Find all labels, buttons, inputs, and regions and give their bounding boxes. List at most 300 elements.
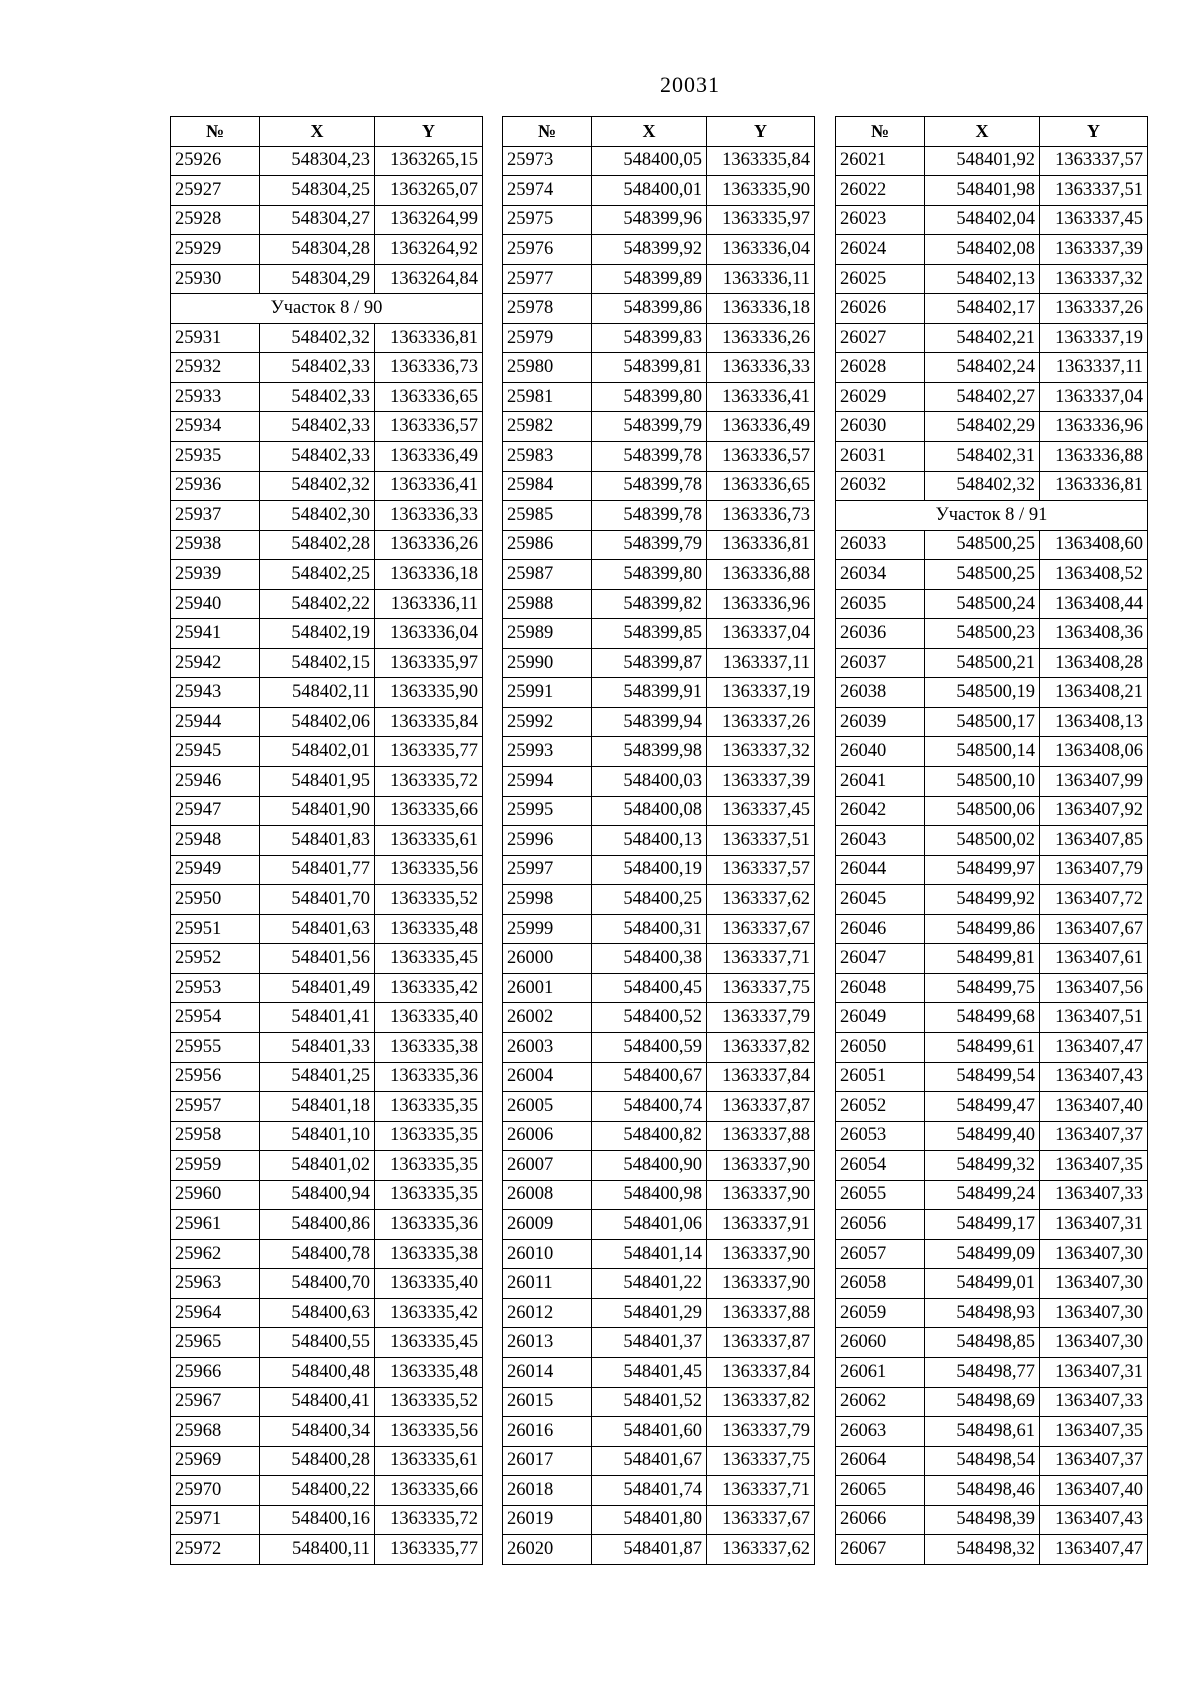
x-coordinate: 548401,92: [925, 146, 1040, 176]
y-coordinate: 1363407,30: [1040, 1328, 1148, 1358]
x-coordinate: 548401,37: [592, 1328, 707, 1358]
x-coordinate: 548399,81: [592, 353, 707, 383]
x-coordinate: 548400,41: [260, 1387, 375, 1417]
y-coordinate: 1363407,67: [1040, 914, 1148, 944]
y-coordinate: 1363337,04: [707, 619, 815, 649]
x-coordinate: 548498,39: [925, 1505, 1040, 1535]
point-number: 25988: [503, 589, 592, 619]
point-number: 26039: [836, 707, 925, 737]
y-coordinate: 1363407,72: [1040, 885, 1148, 915]
table-row: [503, 530, 815, 560]
x-coordinate: 548402,21: [925, 323, 1040, 353]
x-coordinate: 548304,23: [260, 146, 375, 176]
point-number: 26005: [503, 1092, 592, 1122]
y-coordinate: 1363335,61: [375, 1446, 483, 1476]
y-coordinate: 1363337,67: [707, 914, 815, 944]
x-coordinate: 548401,70: [260, 885, 375, 915]
table-row: [503, 1476, 815, 1506]
x-coordinate: 548401,67: [592, 1446, 707, 1476]
point-number: 26003: [503, 1032, 592, 1062]
table-row: [836, 1417, 1148, 1447]
point-number: 26010: [503, 1239, 592, 1269]
x-coordinate: 548402,24: [925, 353, 1040, 383]
y-coordinate: 1363337,62: [707, 1535, 815, 1565]
table-row: [171, 353, 483, 383]
y-coordinate: 1363337,51: [1040, 176, 1148, 206]
y-coordinate: 1363335,36: [375, 1210, 483, 1240]
table-row: [171, 471, 483, 501]
y-coordinate: 1363337,39: [1040, 235, 1148, 265]
point-number: 25947: [171, 796, 260, 826]
y-coordinate: 1363335,77: [375, 737, 483, 767]
point-number: 25958: [171, 1121, 260, 1151]
table-row: [836, 382, 1148, 412]
x-coordinate: 548401,74: [592, 1476, 707, 1506]
y-coordinate: 1363407,37: [1040, 1446, 1148, 1476]
x-coordinate: 548402,28: [260, 530, 375, 560]
point-number: 25989: [503, 619, 592, 649]
x-coordinate: 548399,91: [592, 678, 707, 708]
point-number: 26036: [836, 619, 925, 649]
table-row: [503, 589, 815, 619]
point-number: 25967: [171, 1387, 260, 1417]
x-coordinate: 548499,09: [925, 1239, 1040, 1269]
x-coordinate: 548399,79: [592, 530, 707, 560]
point-number: 25935: [171, 442, 260, 472]
table-row: [836, 737, 1148, 767]
y-coordinate: 1363335,35: [375, 1151, 483, 1181]
table-row: [171, 176, 483, 206]
y-coordinate: 1363407,31: [1040, 1357, 1148, 1387]
point-number: 26024: [836, 235, 925, 265]
point-number: 25978: [503, 294, 592, 324]
x-coordinate: 548400,90: [592, 1151, 707, 1181]
table-row: [836, 619, 1148, 649]
table-row: [503, 973, 815, 1003]
x-coordinate: 548399,82: [592, 589, 707, 619]
table-row: [503, 1032, 815, 1062]
table-row: [171, 944, 483, 974]
table-row: [171, 1180, 483, 1210]
y-coordinate: 1363335,66: [375, 796, 483, 826]
point-number: 26011: [503, 1269, 592, 1299]
table-row: [503, 1003, 815, 1033]
table-row: [503, 1151, 815, 1181]
x-coordinate: 548401,06: [592, 1210, 707, 1240]
y-coordinate: 1363336,04: [375, 619, 483, 649]
table-row: [171, 442, 483, 472]
point-number: 26066: [836, 1505, 925, 1535]
table-row: [171, 1446, 483, 1476]
y-coordinate: 1363336,57: [707, 442, 815, 472]
table-row: [171, 885, 483, 915]
x-coordinate: 548400,82: [592, 1121, 707, 1151]
table-row: [836, 1505, 1148, 1535]
y-coordinate: 1363337,82: [707, 1387, 815, 1417]
x-coordinate: 548400,01: [592, 176, 707, 206]
y-coordinate: 1363336,65: [707, 471, 815, 501]
y-coordinate: 1363336,88: [707, 560, 815, 590]
table-row: [503, 1328, 815, 1358]
point-number: 26037: [836, 648, 925, 678]
y-coordinate: 1363407,47: [1040, 1535, 1148, 1565]
table-row: [171, 382, 483, 412]
point-number: 25962: [171, 1239, 260, 1269]
table-row: [503, 1298, 815, 1328]
x-coordinate: 548399,98: [592, 737, 707, 767]
table-row: [503, 1387, 815, 1417]
table-row: [503, 826, 815, 856]
point-number: 25982: [503, 412, 592, 442]
table-row: [503, 914, 815, 944]
point-number: 25999: [503, 914, 592, 944]
y-coordinate: 1363337,79: [707, 1417, 815, 1447]
point-number: 25964: [171, 1298, 260, 1328]
y-coordinate: 1363336,26: [707, 323, 815, 353]
point-number: 25941: [171, 619, 260, 649]
table-row: [503, 1121, 815, 1151]
point-number: 26043: [836, 826, 925, 856]
y-coordinate: 1363337,88: [707, 1121, 815, 1151]
point-number: 25984: [503, 471, 592, 501]
point-number: 25985: [503, 501, 592, 531]
x-coordinate: 548401,02: [260, 1151, 375, 1181]
header-number: №: [171, 117, 260, 147]
table-row: [503, 264, 815, 294]
y-coordinate: 1363407,43: [1040, 1505, 1148, 1535]
point-number: 25997: [503, 855, 592, 885]
y-coordinate: 1363337,32: [707, 737, 815, 767]
y-coordinate: 1363408,28: [1040, 648, 1148, 678]
x-coordinate: 548400,48: [260, 1357, 375, 1387]
table-row: [171, 1417, 483, 1447]
point-number: 25966: [171, 1357, 260, 1387]
point-number: 25981: [503, 382, 592, 412]
coordinates-table-1: [170, 116, 483, 1565]
x-coordinate: 548499,32: [925, 1151, 1040, 1181]
point-number: 25932: [171, 353, 260, 383]
point-number: 25992: [503, 707, 592, 737]
y-coordinate: 1363336,11: [707, 264, 815, 294]
point-number: 26030: [836, 412, 925, 442]
point-number: 26062: [836, 1387, 925, 1417]
table-row: [171, 1092, 483, 1122]
table-row: [171, 1062, 483, 1092]
point-number: 25929: [171, 235, 260, 265]
y-coordinate: 1363407,30: [1040, 1239, 1148, 1269]
y-coordinate: 1363335,52: [375, 1387, 483, 1417]
y-coordinate: 1363407,35: [1040, 1151, 1148, 1181]
table-row: [836, 323, 1148, 353]
point-number: 26001: [503, 973, 592, 1003]
table-row: [171, 1032, 483, 1062]
table-row: [503, 1210, 815, 1240]
table-row: [171, 1357, 483, 1387]
table-header-row: [171, 117, 483, 147]
point-number: 25926: [171, 146, 260, 176]
y-coordinate: 1363335,84: [375, 707, 483, 737]
table-row: [836, 1387, 1148, 1417]
point-number: 25959: [171, 1151, 260, 1181]
y-coordinate: 1363337,45: [707, 796, 815, 826]
y-coordinate: 1363408,21: [1040, 678, 1148, 708]
table-row: [171, 501, 483, 531]
y-coordinate: 1363335,35: [375, 1121, 483, 1151]
y-coordinate: 1363337,51: [707, 826, 815, 856]
point-number: 26058: [836, 1269, 925, 1299]
table-row: [171, 1003, 483, 1033]
point-number: 25939: [171, 560, 260, 590]
x-coordinate: 548400,11: [260, 1535, 375, 1565]
y-coordinate: 1363336,11: [375, 589, 483, 619]
y-coordinate: 1363335,38: [375, 1239, 483, 1269]
table-row: [171, 914, 483, 944]
table-row: [836, 442, 1148, 472]
y-coordinate: 1363337,19: [1040, 323, 1148, 353]
y-coordinate: 1363407,43: [1040, 1062, 1148, 1092]
table-row: [503, 737, 815, 767]
point-number: 26020: [503, 1535, 592, 1565]
x-coordinate: 548500,25: [925, 530, 1040, 560]
x-coordinate: 548304,29: [260, 264, 375, 294]
y-coordinate: 1363335,48: [375, 914, 483, 944]
x-coordinate: 548402,31: [925, 442, 1040, 472]
point-number: 26060: [836, 1328, 925, 1358]
y-coordinate: 1363336,96: [1040, 412, 1148, 442]
y-coordinate: 1363336,65: [375, 382, 483, 412]
y-coordinate: 1363408,52: [1040, 560, 1148, 590]
y-coordinate: 1363337,90: [707, 1151, 815, 1181]
y-coordinate: 1363407,99: [1040, 767, 1148, 797]
table-row: [836, 176, 1148, 206]
point-number: 26028: [836, 353, 925, 383]
x-coordinate: 548401,63: [260, 914, 375, 944]
y-coordinate: 1363337,19: [707, 678, 815, 708]
point-number: 25957: [171, 1092, 260, 1122]
y-coordinate: 1363337,90: [707, 1269, 815, 1299]
y-coordinate: 1363407,30: [1040, 1298, 1148, 1328]
point-number: 25945: [171, 737, 260, 767]
y-coordinate: 1363407,85: [1040, 826, 1148, 856]
point-number: 26048: [836, 973, 925, 1003]
x-coordinate: 548401,22: [592, 1269, 707, 1299]
table-row: [836, 1239, 1148, 1269]
table-row: [503, 707, 815, 737]
point-number: 26008: [503, 1180, 592, 1210]
point-number: 25996: [503, 826, 592, 856]
y-coordinate: 1363407,31: [1040, 1210, 1148, 1240]
point-number: 25942: [171, 648, 260, 678]
point-number: 25998: [503, 885, 592, 915]
x-coordinate: 548401,33: [260, 1032, 375, 1062]
y-coordinate: 1363336,04: [707, 235, 815, 265]
point-number: 25983: [503, 442, 592, 472]
y-coordinate: 1363336,18: [375, 560, 483, 590]
y-coordinate: 1363337,26: [707, 707, 815, 737]
point-number: 25963: [171, 1269, 260, 1299]
x-coordinate: 548401,83: [260, 826, 375, 856]
point-number: 25946: [171, 767, 260, 797]
table-row: [836, 826, 1148, 856]
table-row: [171, 264, 483, 294]
table-row: [836, 1092, 1148, 1122]
y-coordinate: 1363337,11: [1040, 353, 1148, 383]
table-row: [171, 1269, 483, 1299]
y-coordinate: 1363337,84: [707, 1357, 815, 1387]
point-number: 26061: [836, 1357, 925, 1387]
point-number: 26009: [503, 1210, 592, 1240]
point-number: 25934: [171, 412, 260, 442]
table-row: [836, 1062, 1148, 1092]
y-coordinate: 1363337,90: [707, 1180, 815, 1210]
point-number: 26017: [503, 1446, 592, 1476]
point-number: 26029: [836, 382, 925, 412]
point-number: 25977: [503, 264, 592, 294]
table-row: [171, 826, 483, 856]
point-number: 25987: [503, 560, 592, 590]
x-coordinate: 548401,95: [260, 767, 375, 797]
point-number: 25928: [171, 205, 260, 235]
point-number: 26006: [503, 1121, 592, 1151]
point-number: 26023: [836, 205, 925, 235]
table-row: [503, 176, 815, 206]
x-coordinate: 548402,32: [260, 471, 375, 501]
point-number: 26055: [836, 1180, 925, 1210]
y-coordinate: 1363335,97: [375, 648, 483, 678]
table-row: [171, 146, 483, 176]
table-row: [171, 648, 483, 678]
point-number: 26054: [836, 1151, 925, 1181]
x-coordinate: 548400,25: [592, 885, 707, 915]
y-coordinate: 1363408,36: [1040, 619, 1148, 649]
point-number: 25961: [171, 1210, 260, 1240]
y-coordinate: 1363407,37: [1040, 1121, 1148, 1151]
x-coordinate: 548400,74: [592, 1092, 707, 1122]
y-coordinate: 1363264,92: [375, 235, 483, 265]
x-coordinate: 548400,63: [260, 1298, 375, 1328]
header-number: №: [836, 117, 925, 147]
header-x: X: [592, 117, 707, 147]
point-number: 26015: [503, 1387, 592, 1417]
y-coordinate: 1363407,56: [1040, 973, 1148, 1003]
point-number: 25980: [503, 353, 592, 383]
table-row: [836, 264, 1148, 294]
y-coordinate: 1363335,42: [375, 973, 483, 1003]
y-coordinate: 1363336,81: [375, 323, 483, 353]
x-coordinate: 548500,10: [925, 767, 1040, 797]
point-number: 26031: [836, 442, 925, 472]
point-number: 26064: [836, 1446, 925, 1476]
table-row: [171, 1210, 483, 1240]
point-number: 25971: [171, 1505, 260, 1535]
x-coordinate: 548401,52: [592, 1387, 707, 1417]
point-number: 25927: [171, 176, 260, 206]
table-row: [503, 1535, 815, 1565]
y-coordinate: 1363335,84: [707, 146, 815, 176]
point-number: 26063: [836, 1417, 925, 1447]
y-coordinate: 1363335,36: [375, 1062, 483, 1092]
point-number: 25994: [503, 767, 592, 797]
point-number: 26026: [836, 294, 925, 324]
x-coordinate: 548399,85: [592, 619, 707, 649]
table-header-row: [836, 117, 1148, 147]
y-coordinate: 1363407,35: [1040, 1417, 1148, 1447]
table-row: [171, 589, 483, 619]
table-row: [171, 1298, 483, 1328]
x-coordinate: 548400,55: [260, 1328, 375, 1358]
y-coordinate: 1363336,33: [707, 353, 815, 383]
x-coordinate: 548400,28: [260, 1446, 375, 1476]
table-row: [171, 1151, 483, 1181]
table-row: [503, 442, 815, 472]
x-coordinate: 548499,47: [925, 1092, 1040, 1122]
x-coordinate: 548498,32: [925, 1535, 1040, 1565]
x-coordinate: 548400,67: [592, 1062, 707, 1092]
y-coordinate: 1363336,96: [707, 589, 815, 619]
x-coordinate: 548401,60: [592, 1417, 707, 1447]
table-row: [503, 678, 815, 708]
table-row: [503, 1505, 815, 1535]
x-coordinate: 548499,24: [925, 1180, 1040, 1210]
table-row: [503, 944, 815, 974]
point-number: 26032: [836, 471, 925, 501]
x-coordinate: 548399,79: [592, 412, 707, 442]
x-coordinate: 548402,22: [260, 589, 375, 619]
y-coordinate: 1363335,35: [375, 1092, 483, 1122]
table-row: [503, 1446, 815, 1476]
y-coordinate: 1363337,32: [1040, 264, 1148, 294]
x-coordinate: 548399,86: [592, 294, 707, 324]
x-coordinate: 548402,17: [925, 294, 1040, 324]
point-number: 25986: [503, 530, 592, 560]
section-row: [836, 501, 1148, 531]
point-number: 26044: [836, 855, 925, 885]
x-coordinate: 548498,46: [925, 1476, 1040, 1506]
table-row: [836, 1476, 1148, 1506]
table-row: [836, 648, 1148, 678]
point-number: 26007: [503, 1151, 592, 1181]
table-row: [503, 1180, 815, 1210]
x-coordinate: 548401,41: [260, 1003, 375, 1033]
y-coordinate: 1363337,84: [707, 1062, 815, 1092]
x-coordinate: 548498,85: [925, 1328, 1040, 1358]
point-number: 25990: [503, 648, 592, 678]
x-coordinate: 548399,96: [592, 205, 707, 235]
x-coordinate: 548401,14: [592, 1239, 707, 1269]
point-number: 26022: [836, 176, 925, 206]
section-row: [171, 294, 483, 324]
y-coordinate: 1363407,79: [1040, 855, 1148, 885]
point-number: 25951: [171, 914, 260, 944]
y-coordinate: 1363335,40: [375, 1003, 483, 1033]
point-number: 25936: [171, 471, 260, 501]
table-row: [171, 530, 483, 560]
point-number: 26053: [836, 1121, 925, 1151]
point-number: 26033: [836, 530, 925, 560]
y-coordinate: 1363336,73: [707, 501, 815, 531]
table-row: [503, 1417, 815, 1447]
point-number: 25940: [171, 589, 260, 619]
table-row: [503, 1269, 815, 1299]
point-number: 26042: [836, 796, 925, 826]
x-coordinate: 548498,69: [925, 1387, 1040, 1417]
table-row: [171, 235, 483, 265]
table-row: [836, 796, 1148, 826]
x-coordinate: 548401,80: [592, 1505, 707, 1535]
x-coordinate: 548401,18: [260, 1092, 375, 1122]
y-coordinate: 1363337,79: [707, 1003, 815, 1033]
point-number: 25976: [503, 235, 592, 265]
